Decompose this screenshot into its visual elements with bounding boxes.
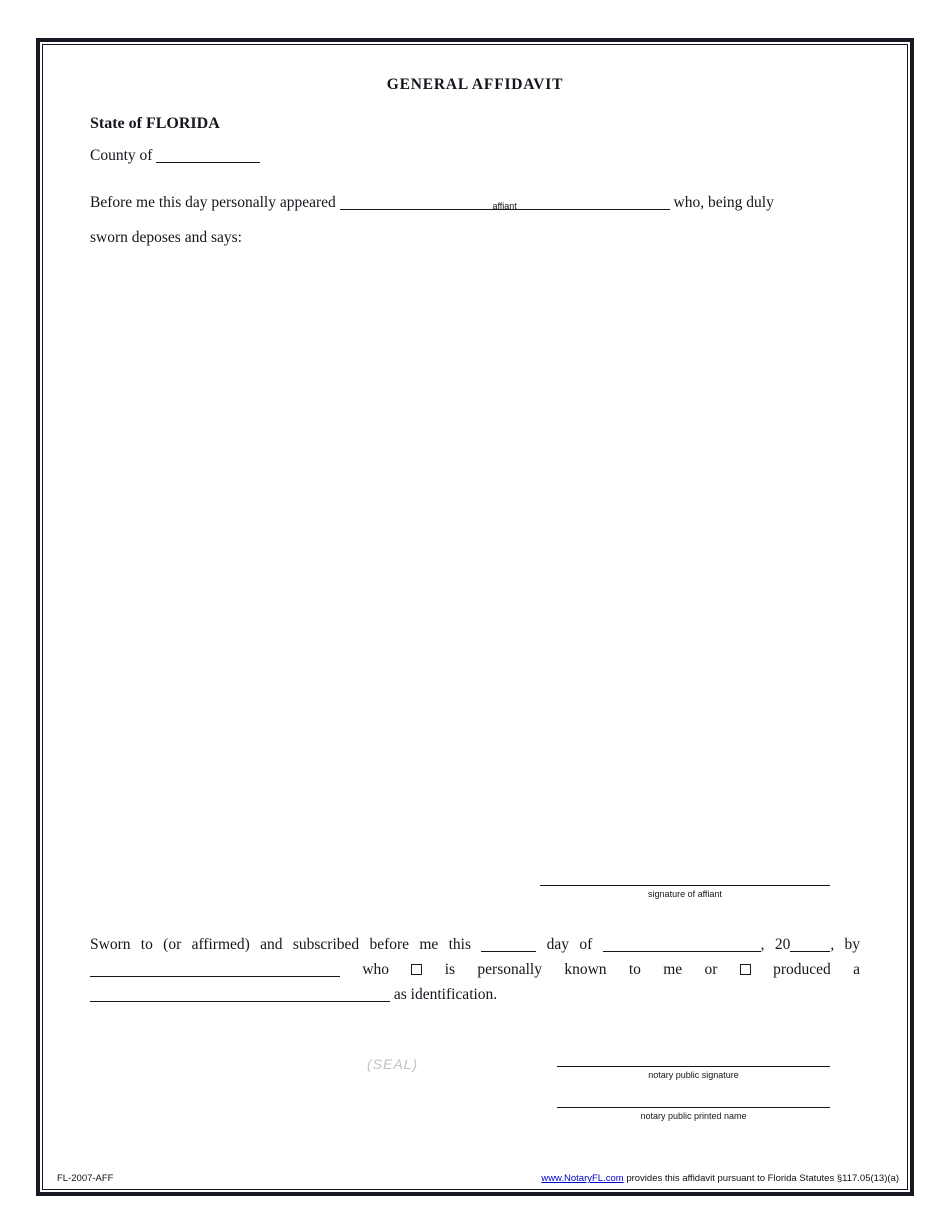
attestation-text-2a: who xyxy=(362,960,390,978)
notary-attestation xyxy=(90,932,860,1007)
personally-known-checkbox-icon xyxy=(411,964,422,975)
appeared-text-after: who, being duly xyxy=(673,193,774,211)
notary-printed-name-label: notary public printed name xyxy=(640,1111,747,1121)
document-inner-border xyxy=(42,44,908,1190)
county-label: County of xyxy=(90,147,153,165)
document-border xyxy=(36,38,914,1196)
notary-printed-name-block xyxy=(557,1107,830,1122)
notary-signature-label: notary public signature xyxy=(648,1069,739,1080)
month-blank xyxy=(603,950,761,952)
affiant-name-field xyxy=(340,193,670,212)
notary-printed-name-line xyxy=(557,1107,830,1108)
appeared-line xyxy=(90,193,860,212)
statement-blank-area xyxy=(90,248,860,885)
identification-blank xyxy=(90,1000,390,1002)
seal-and-notary-signature-row xyxy=(90,1055,860,1081)
produced-id-checkbox-icon xyxy=(740,964,751,975)
attestation-text-3: as identification. xyxy=(393,985,498,1003)
notary-signature-block xyxy=(557,1066,830,1081)
affiant-signature-line xyxy=(540,885,830,886)
year-blank xyxy=(790,950,830,952)
affiant-blank-label: affiant xyxy=(492,200,517,211)
day-blank xyxy=(481,950,536,952)
attestation-line-2 xyxy=(90,957,860,982)
affiant-signature-block xyxy=(540,885,830,900)
document-footer xyxy=(57,1173,899,1184)
county-blank xyxy=(156,161,260,163)
footer-attribution xyxy=(541,1173,899,1184)
document-title: GENERAL AFFIDAVIT xyxy=(386,76,564,93)
seal-placeholder: (SEAL) xyxy=(367,1055,419,1072)
attestation-text-1a: Sworn to (or affirmed) and subscribed before me this xyxy=(90,935,472,953)
attestation-text-2c: produced a xyxy=(773,960,861,978)
named-person-blank xyxy=(90,975,340,977)
attestation-text-2b: is personally known to me or xyxy=(444,960,718,978)
appeared-text-before: Before me this day personally appeared xyxy=(90,193,336,211)
footer-attribution-text: provides this affidavit pursuant to Florida Statutes §117.05(13)(a) xyxy=(626,1173,899,1184)
affiant-signature-label: signature of affiant xyxy=(648,888,722,899)
attestation-text-1b: day of xyxy=(546,935,593,953)
attestation-line-1 xyxy=(90,932,860,957)
notary-printed-name-row xyxy=(90,1107,860,1122)
deposes-line: sworn deposes and says: xyxy=(90,229,242,247)
state-line: State of FLORIDA xyxy=(90,115,220,133)
attestation-text-1d: , by xyxy=(830,935,861,953)
affidavit-document xyxy=(43,75,907,1219)
notaryfl-link[interactable]: www.NotaryFL.com xyxy=(541,1173,624,1184)
county-line xyxy=(90,146,860,165)
notary-signature-line xyxy=(557,1066,830,1067)
form-id: FL-2007-AFF xyxy=(57,1173,114,1184)
attestation-text-1c: , 20 xyxy=(760,935,791,953)
attestation-line-3 xyxy=(90,982,860,1007)
